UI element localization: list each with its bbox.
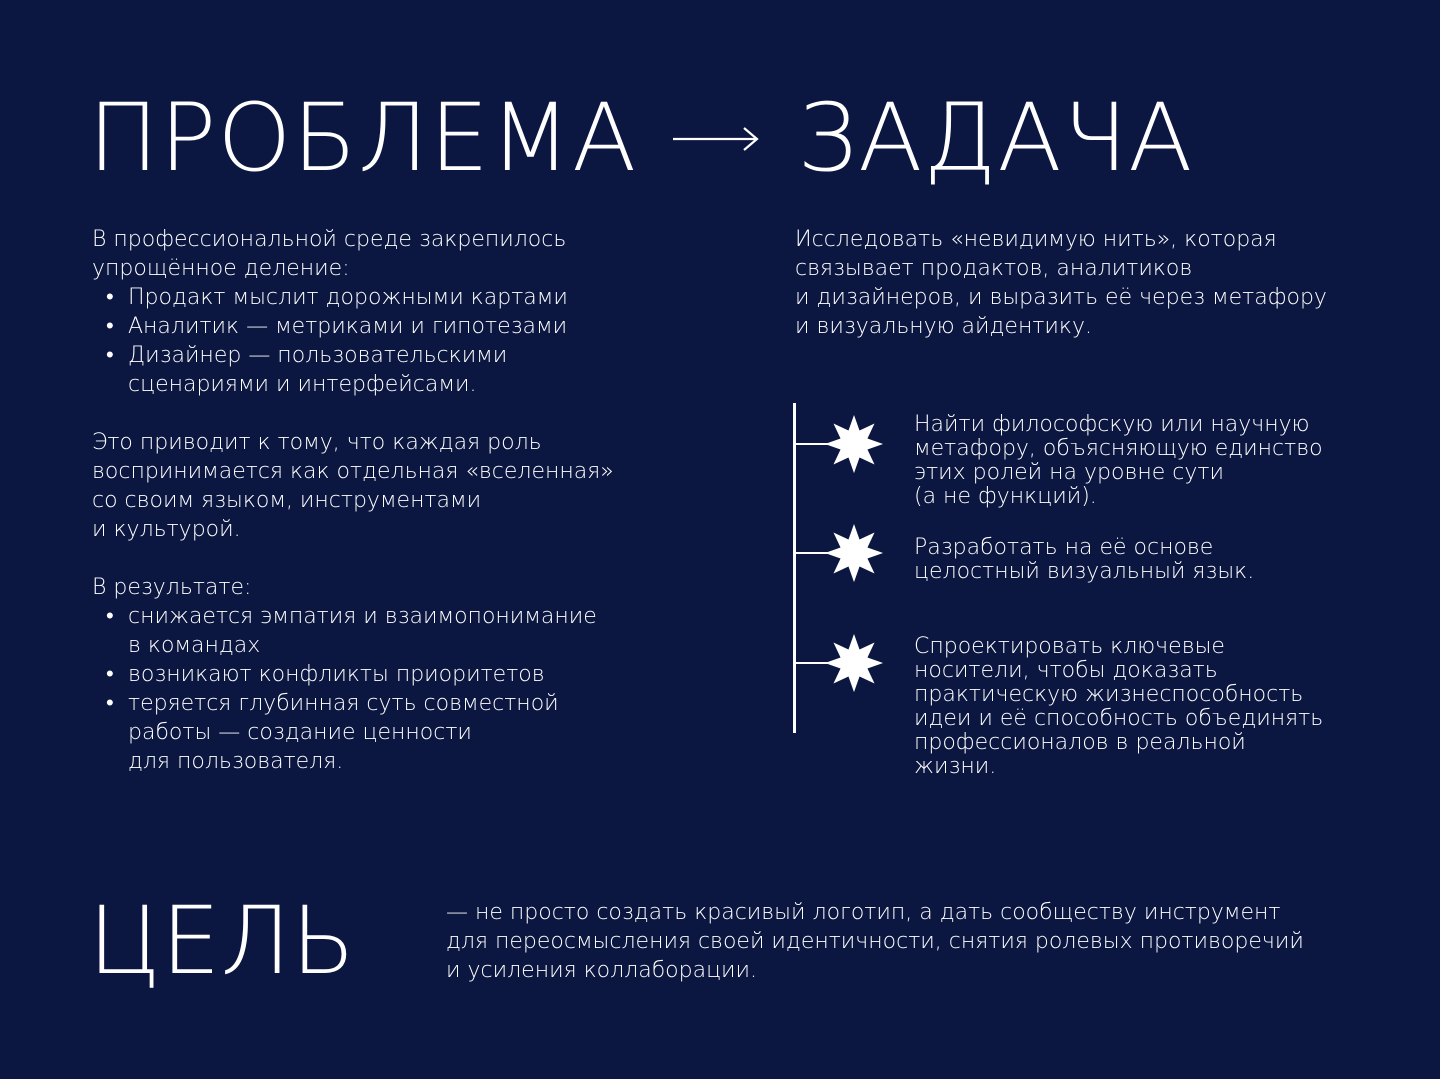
timeline-line [793, 403, 796, 733]
result-label: В результате: [92, 575, 252, 600]
list-item: • снижается эмпатия и взаимопонимание в командах [128, 602, 712, 660]
task-steps [793, 403, 1393, 803]
problem-section [92, 225, 712, 776]
task-step-text: Спроектировать ключевые носители, чтобы доказать практическую жизнеспособность идеи и её способность объединять профессионалов в реальной жизни. [914, 634, 1324, 779]
results-list [92, 602, 712, 776]
list-item: • возникают конфликты приоритетов [128, 660, 712, 689]
roles-list [92, 283, 712, 399]
list-item: • Продакт мыслит дорожными картами [128, 283, 712, 312]
problem-intro: В профессиональной среде закрепилось упрощённое деление: [92, 227, 567, 281]
goal-text: — не просто создать красивый логотип, а дать сообществу инструмент для переосмысления своей идентичности, снятия ролевых противоречий и усиления коллаборации. [446, 900, 1304, 983]
star-icon [823, 413, 885, 475]
title-task: ЗАДАЧА [797, 84, 1194, 193]
task-step-text: Найти философскую или научную метафору, объясняющую единство этих ролей на уровне сути (а не функций). [914, 412, 1323, 509]
list-item: • Дизайнер — пользовательскими сценариями и интерфейсами. [128, 341, 712, 399]
arrow-right-icon [673, 127, 759, 151]
task-intro: Исследовать «невидимую нить», которая связывает продактов, аналитиков и дизайнеров, и выразить её через метафору и визуальную айдентику. [795, 227, 1327, 339]
list-item: • теряется глубинная суть совместной работы — создание ценности для пользователя. [128, 689, 712, 776]
title-problem: ПРОБЛЕМА [88, 84, 638, 193]
page-title [88, 84, 1194, 193]
task-step-text: Разработать на её основе целостный визуальный язык. [914, 535, 1255, 584]
list-item: • Аналитик — метриками и гипотезами [128, 312, 712, 341]
task-section [795, 225, 1395, 341]
star-icon [823, 632, 885, 694]
goal-title: ЦЕЛЬ [88, 887, 356, 996]
problem-paragraph: Это приводит к тому, что каждая роль воспринимается как отдельная «вселенная» со своим языком, инструментами и культурой. [92, 430, 614, 542]
star-icon [823, 522, 885, 584]
